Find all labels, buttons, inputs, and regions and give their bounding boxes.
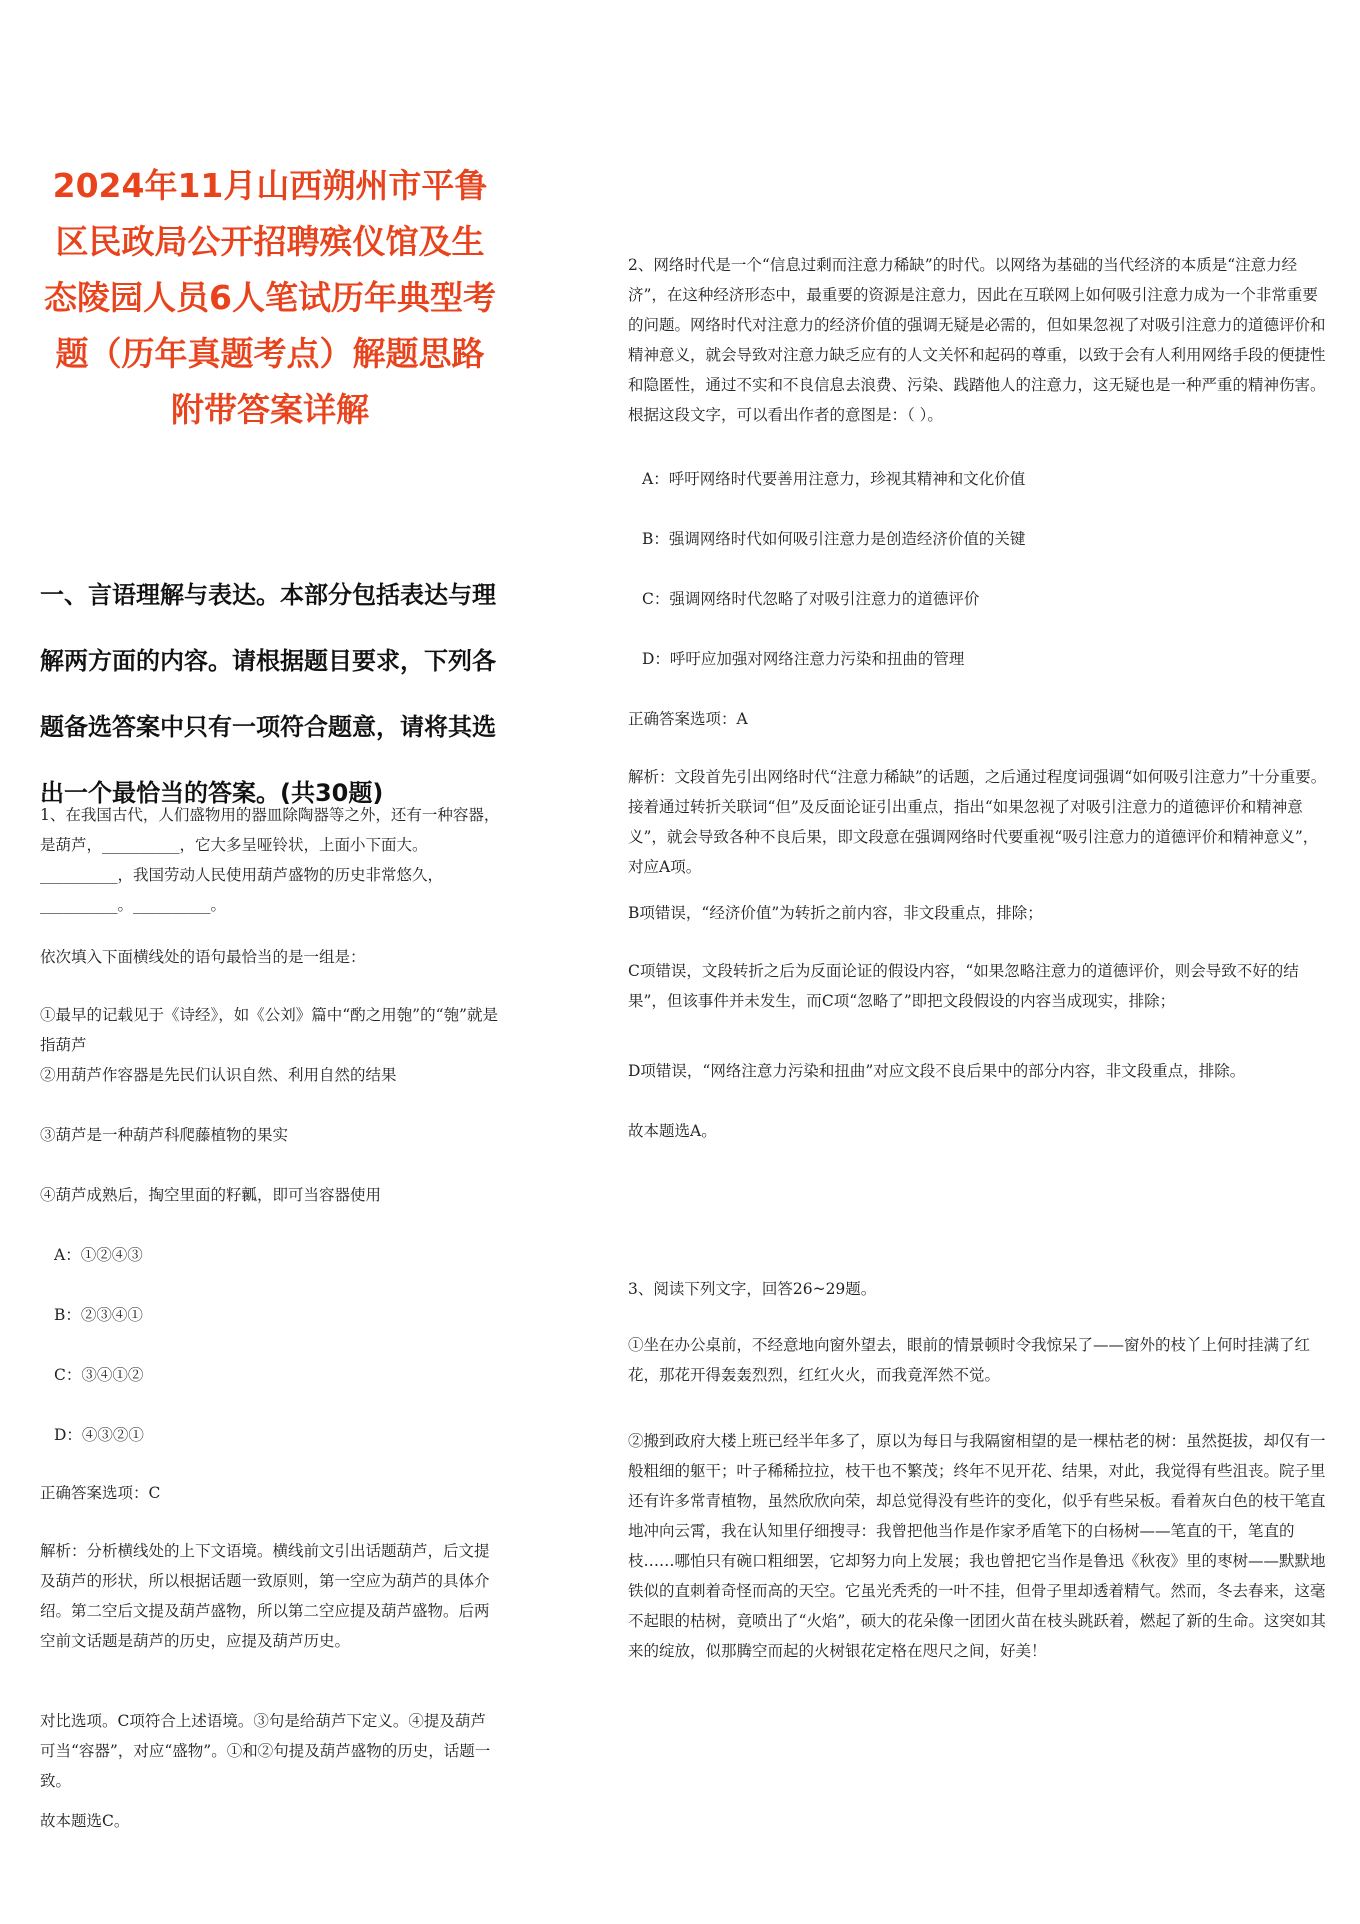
question-2-option-c: C：强调网络时代忽略了对吸引注意力的道德评价 [642,590,980,608]
question-2-conclusion: 故本题选A。 [628,1122,717,1140]
question-2-analysis-d: D项错误，“网络注意力污染和扭曲”对应文段不良后果中的部分内容，非文段重点，排除。 [628,1062,1246,1080]
question-2-option-b: B：强调网络时代如何吸引注意力是创造经济价值的关键 [642,530,1026,548]
question-3-stem: 3、阅读下列文字，回答26~29题。 [628,1280,877,1298]
question-1-sentence-3: ③葫芦是一种葫芦科爬藤植物的果实 [40,1126,289,1144]
question-2-option-d: D：呼吁应加强对网络注意力污染和扭曲的管理 [642,650,965,668]
question-1-option-d: D：④③②① [54,1426,144,1444]
question-2-stem: 2、网络时代是一个“信息过剩而注意力稀缺”的时代。以网络为基础的当代经济的本质是“注意力经济”，在这种经济形态中，最重要的资源是注意力，因此在互联网上如何吸引注意力成为一个非常重要的问题。网络时代对注意力的经济价值的强调无疑是必需的，但如果忽视了对吸引注意力的道德评价和精神意义，就会导致对注意力缺乏应有的人文关怀和起码的尊重，以致于会有人利用网络手段的便捷性和隐匿性，通过不实和不良信息去浪费、污染、践踏他人的注意力，这无疑也是一种严重的精神伤害。根据这段文字，可以看出作者的意图是：（ ）。 [628,256,1326,424]
question-1-instruction: 依次填入下面横线处的语句最恰当的是一组是： [40,948,366,966]
question-1-option-comparison: 对比选项。C项符合上述语境。③句是给葫芦下定义。④提及葫芦可当“容器”，对应“盛物”。①和②句提及葫芦盛物的历史，话题一致。 [40,1712,491,1790]
question-2-analysis-c: C项错误，文段转折之后为反面论证的假设内容，“如果忽略注意力的道德评价，则会导致不好的结果”，但该事件并未发生，而C项“忽略了”即把文段假设的内容当成现实，排除； [628,962,1299,1010]
question-1-answer: 正确答案选项：C [40,1484,161,1502]
question-1-sentence-4: ④葫芦成熟后，掏空里面的籽瓤，即可当容器使用 [40,1186,382,1204]
question-3-paragraph-2: ②搬到政府大楼上班已经半年多了，原以为每日与我隔窗相望的是一棵枯老的树：虽然挺拔，却仅有一般粗细的躯干；叶子稀稀拉拉，枝干也不繁茂；终年不见开花、结果，对此，我觉得有些沮丧。院子里还有许多常青植物，虽然欣欣向荣，却总觉得没有些许的变化，似乎有些呆板。看着灰白色的枝干笔直地冲向云霄，我在认知里仔细搜寻：我曾把他当作是作家矛盾笔下的白杨树——笔直的干，笔直的枝……哪怕只有碗口粗细罢，它却努力向上发展；我也曾把它当作是鲁迅《秋夜》里的枣树——默默地铁似的直刺着奇怪而高的天空。它虽光秃秃的一叶不挂，但骨子里却透着精气。然而，冬去春来，这毫不起眼的枯树，竟喷出了“火焰”，硕大的花朵像一团团火苗在枝头跳跃着，燃起了新的生命。这突如其来的绽放，似那腾空而起的火树银花定格在咫尺之间，好美！ [628,1432,1326,1660]
question-2-analysis: 解析：文段首先引出网络时代“注意力稀缺”的话题，之后通过程度词强调“如何吸引注意力”十分重要。接着通过转折关联词“但”及反面论证引出重点，指出“如果忽视了对吸引注意力的道德评价和精神意义”，就会导致各种不良后果，即文段意在强调网络时代要重视“吸引注意力的道德评价和精神意义”，对应A项。 [628,768,1327,876]
question-1-analysis: 解析：分析横线处的上下文语境。横线前文引出话题葫芦，后文提及葫芦的形状，所以根据话题一致原则，第一空应为葫芦的具体介绍。第二空后文提及葫芦盛物，所以第二空应提及葫芦盛物。后两空前文话题是葫芦的历史，应提及葫芦历史。 [40,1542,490,1650]
question-1-option-a: A：①②④③ [54,1246,143,1264]
question-1-stem: 1、在我国古代，人们盛物用的器皿除陶器等之外，还有一种容器，是葫芦，__________，它大多呈哑铃状，上面小下面大。__________，我国劳动人民使用葫芦盛物的历史非常悠久，__________。__________。 [40,806,500,914]
question-1-option-b: B：②③④① [54,1306,143,1324]
question-1-option-c: C：③④①② [54,1366,144,1384]
question-2-analysis-b: B项错误，“经济价值”为转折之前内容，非文段重点，排除； [628,904,1043,922]
section-heading: 一、言语理解与表达。本部分包括表达与理解两方面的内容。请根据题目要求，下列各题备选答案中只有一项符合题意，请将其选出一个最恰当的答案。(共30题) [40,581,496,807]
question-2-answer: 正确答案选项：A [628,710,748,728]
question-1-conclusion: 故本题选C。 [40,1812,130,1830]
question-3-paragraph-1: ①坐在办公桌前，不经意地向窗外望去，眼前的情景顿时令我惊呆了——窗外的枝丫上何时挂满了红花，那花开得轰轰烈烈，红红火火，而我竟浑然不觉。 [628,1336,1311,1384]
question-1-sentence-2: ②用葫芦作容器是先民们认识自然、利用自然的结果 [40,1066,397,1084]
question-2-option-a: A：呼吁网络时代要善用注意力，珍视其精神和文化价值 [642,470,1026,488]
document-title: 2024年11月山西朔州市平鲁区民政局公开招聘殡仪馆及生态陵园人员6人笔试历年典型考题（历年真题考点）解题思路附带答案详解 [44,166,496,429]
question-1-sentence-1: ①最早的记载见于《诗经》，如《公刘》篇中“酌之用匏”的“匏”就是指葫芦 [40,1006,498,1054]
